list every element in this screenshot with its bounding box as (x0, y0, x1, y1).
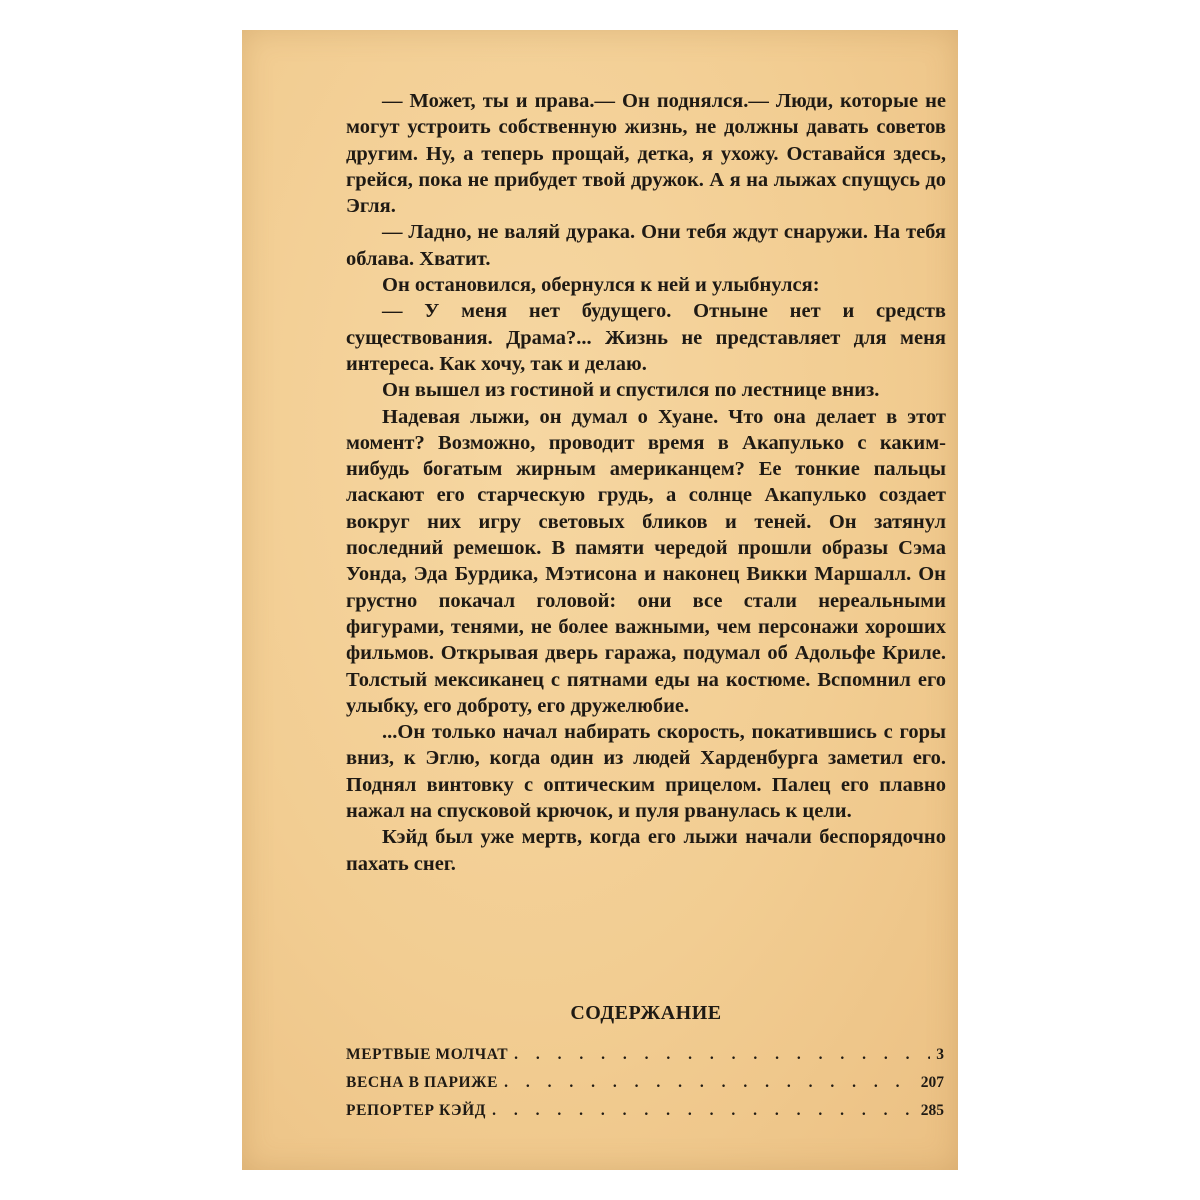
toc-entry-page: 3 (936, 1046, 944, 1063)
paragraph: Он остановился, обернулся к ней и улыбнулся: (382, 274, 820, 297)
paragraph: Надевая лыжи, он думал о Хуане. Что она делает в этот момент? Возможно, проводит время в Акапулько с каким-нибудь богатым жирным американцем? Ее тонкие пальцы ласкают его старческую грудь, а солнце Акапулько создает вокруг них игру световых бликов и теней. Он затянул последний ремешок. В памяти чередой прошли образы Сэма Уонда, Эда Бурдика, Мэтисона и наконец Викки Маршалл. Он грустно покачал головой: они все стали нереальными фигурами, тенями, не более важными, чем персонажи хороших фильмов. Открывая дверь гаража, подумал об Адольфе Криле. Толстый мексиканец с пятнами еды на костюме. Вспомнил его улыбку, его доброту, его дружелюбие. (346, 405, 946, 717)
toc-entry-title: МЕРТВЫЕ МОЛЧАТ (346, 1046, 509, 1063)
toc-entry-page: 285 (920, 1102, 944, 1119)
paragraph: — Может, ты и права.— Он поднялся.— Люди, которые не могут устроить собственную жизнь, не должны давать советов другим. Ну, а теперь прощай, детка, я ухожу. Оставайся здесь, грейся, пока не прибудет твой дружок. А я на лыжах спущусь до Эгля. (346, 90, 946, 218)
paragraph: ...Он только начал набирать скорость, покатившись с горы вниз, к Эглю, когда один из людей Харденбурга заметил его. Поднял винтовку с оптическим прицелом. Палец его плавно нажал на спусковой крючок, и пуля рванулась к цели. (346, 721, 946, 823)
contents-heading: СОДЕРЖАНИЕ (570, 1002, 722, 1024)
toc-entry (346, 1102, 944, 1130)
paragraph: Кэйд был уже мертв, когда его лыжи начали беспорядочно пахать снег. (346, 826, 946, 875)
toc-entry (346, 1046, 944, 1074)
book-page (242, 30, 958, 1170)
toc-entry (346, 1074, 944, 1102)
toc-leader-dots (504, 1074, 915, 1092)
paragraph: — Ладно, не валяй дурака. Они тебя ждут снаружи. На тебя облава. Хватит. (346, 221, 946, 270)
toc-entry-title: РЕПОРТЕР КЭЙД (346, 1102, 487, 1119)
paragraph: Он вышел из гостиной и спустился по лестнице вниз. (382, 379, 880, 402)
toc-leader-dots (492, 1102, 915, 1120)
paragraph: — У меня нет будущего. Отныне нет и средств существования. Драма?... Жизнь не представляет для меня интереса. Как хочу, так и делаю. (346, 300, 946, 375)
body-text (346, 88, 946, 877)
toc-entry-title: ВЕСНА В ПАРИЖЕ (346, 1074, 499, 1091)
toc-entry-page: 207 (920, 1074, 944, 1091)
toc-leader-dots (514, 1046, 930, 1064)
table-of-contents (346, 1046, 944, 1130)
